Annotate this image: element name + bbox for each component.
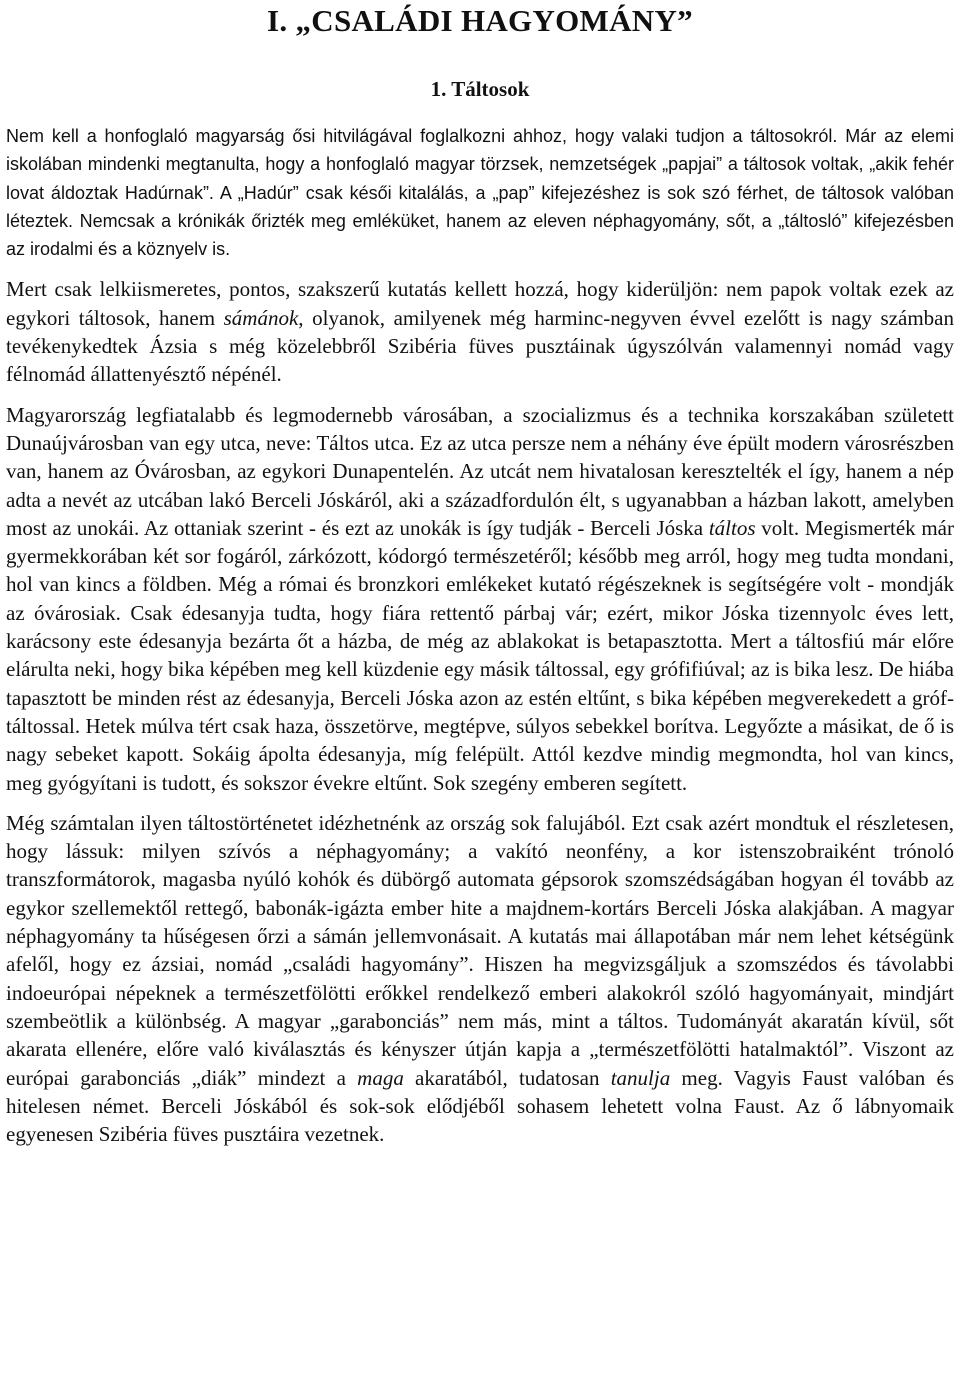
paragraph-3-text-b: volt. Megismerték már gyermekkorában két sor fogáról, zárkózott, kódorgó természetéről; később meg arról, hogy meg tudta mondani, hol van kincs a földben. Még a római és bronzkori emlékeket kutató régészeknek is segítségére volt - mondják az óvárosiak. Csak édesanyja tudta, hogy fiára rettentő párbaj vár; ezért, mikor Jóska tizennyolc éves lett, karácsony este édesanyja bezárta őt a házba, de még az ablakokat is betapasztotta. Mert a táltosfiú már előre elárulta neki, hogy bika képében meg kell küzdenie egy másik táltossal, egy grófifiúval; az is bika lesz. De hiába tapasztott be minden rést az édesanyja, Berceli Jóska azon az estén eltűnt, s bika képében megverekedett a gróf-táltossal. Hetek múlva tért csak haza, összetörve, megtépve, súlyos sebekkel borítva. Legyőzte a másikat, de ő is nagy sebeket kapott. Sokáig ápolta édesanyja, míg felépült. Attól kezdve mindig megmondta, hol van kincs, meg gyógyítani is tudott, és sokszor évekre eltűnt. Sok szegény emberen segített.	[6, 515, 954, 795]
section-title: 1. Táltosok	[430, 77, 530, 101]
paragraph-3	[6, 401, 954, 797]
paragraph-4-text-a: Még számtalan ilyen táltostörténetet idézhetnénk az ország sok falujából. Ezt csak azért mondtuk el részletesen, hogy lássuk: milyen szívós a néphagyomány; a vakító neonfény, a kor istenszobraiként trónoló transzformátorok, magasba nyúló kohók és dübörgő automata gépsorok szomszédságában hogyan él tovább az egykor szellemektől rettegő, babonák-igázta ember hite a majdnem-kortárs Berceli Jóska alakjában. A magyar néphagyomány ta hűségesen őrzi a sámán jellemvonásait. A kutatás mai állapotában már nem lehet kétségünk afelől, hogy ez ázsiai, nomád „családi hagyomány”. Hiszen ha megvizsgáljuk a szomszédos és távolabbi indoeurópai népeknek a természetfölötti erőkkel rendelkező emberi alakokról szóló hagyományait, mindjárt szembeötlik a különbség. A magyar „garabonciás” nem más, mint a táltos. Tudományát akaratán kívül, sőt akarata ellenére, előre való kiválasztás és kényszer útján kapja a „természetfölötti hatalmaktól”. Viszont az európai garabonciás „diák” mindezt a	[6, 810, 954, 1090]
paragraph-2-emphasis: sámánok	[223, 305, 299, 330]
paragraph-1-text: Nem kell a honfoglaló magyarság ősi hitvilágával foglalkozni ahhoz, hogy valaki tudjon a táltosokról. Már az elemi iskolában mindenki megtanulta, hogy a honfoglaló magyar törzsek, nemzetségek „papjai” a táltosok voltak, „akik fehér lovat áldoztak Hadúrnak”. A „Hadúr” csak késői kitalálás, a „pap” kifejezéshez is sok szó férhet, de táltosok valóban léteztek. Nemcsak a krónikák őrizték meg emléküket, hanem az eleven néphagyomány, sőt, a „táltosló” kifejezésben az irodalmi és a köznyelv is.	[6, 126, 954, 260]
paragraph-4-text-b: akaratából, tudatosan	[403, 1065, 611, 1090]
paragraph-3-text-a: Magyarország legfiatalabb és legmodernebb városában, a szocializmus és a technika korszakában született Dunaújvárosban van egy utca, neve: Táltos utca. Ez az utca persze nem a néhány éve épült modern városrészben van, hanem az Óvárosban, az egykori Dunapentelén. Az utcát nem hivatalosan keresztelték el így, hanem a nép adta a nevét az utcában lakó Berceli Jóskáról, aki a századfordulón élt, s ugyanabban a házban lakott, amelyben most az unokái. Az ottaniak szerint - és ezt az unokák is így tudják - Berceli Jóska	[6, 402, 954, 540]
paragraph-2	[6, 275, 954, 388]
paragraph-3-emphasis: táltos	[708, 515, 756, 540]
paragraph-4-text-c: meg. Vagyis Faust valóban és hitelesen német. Berceli Jóskából és sok-sok elődjéből sohasem lehetett volna Faust. Az ő lábnyomaik egyenesen Szibéria füves pusztáira vezetnek.	[6, 1065, 955, 1147]
paragraph-2-text-a: Mert csak lelkiismeretes, pontos, szakszerű kutatás kellett hozzá, hogy kiderüljön: nem papok voltak ezek az egykori táltosok, hanem	[6, 277, 954, 330]
paragraph-4-emphasis-2: tanulja	[610, 1065, 671, 1090]
paragraph-1	[6, 122, 954, 263]
paragraph-4	[6, 809, 954, 1149]
paragraph-4-emphasis-1: maga	[357, 1065, 404, 1090]
paragraph-2-text-b: , olyanok, amilyenek még harminc-negyven évvel ezelőtt is nagy számban tevékenykedtek Ázsia s még közelebbről Szibéria füves pusztáinak úgyszólván valamennyi nomád vagy félnomád állattenyésztő népénél.	[6, 305, 954, 387]
chapter-title: I. „CSALÁDI HAGYOMÁNY”	[267, 3, 693, 38]
